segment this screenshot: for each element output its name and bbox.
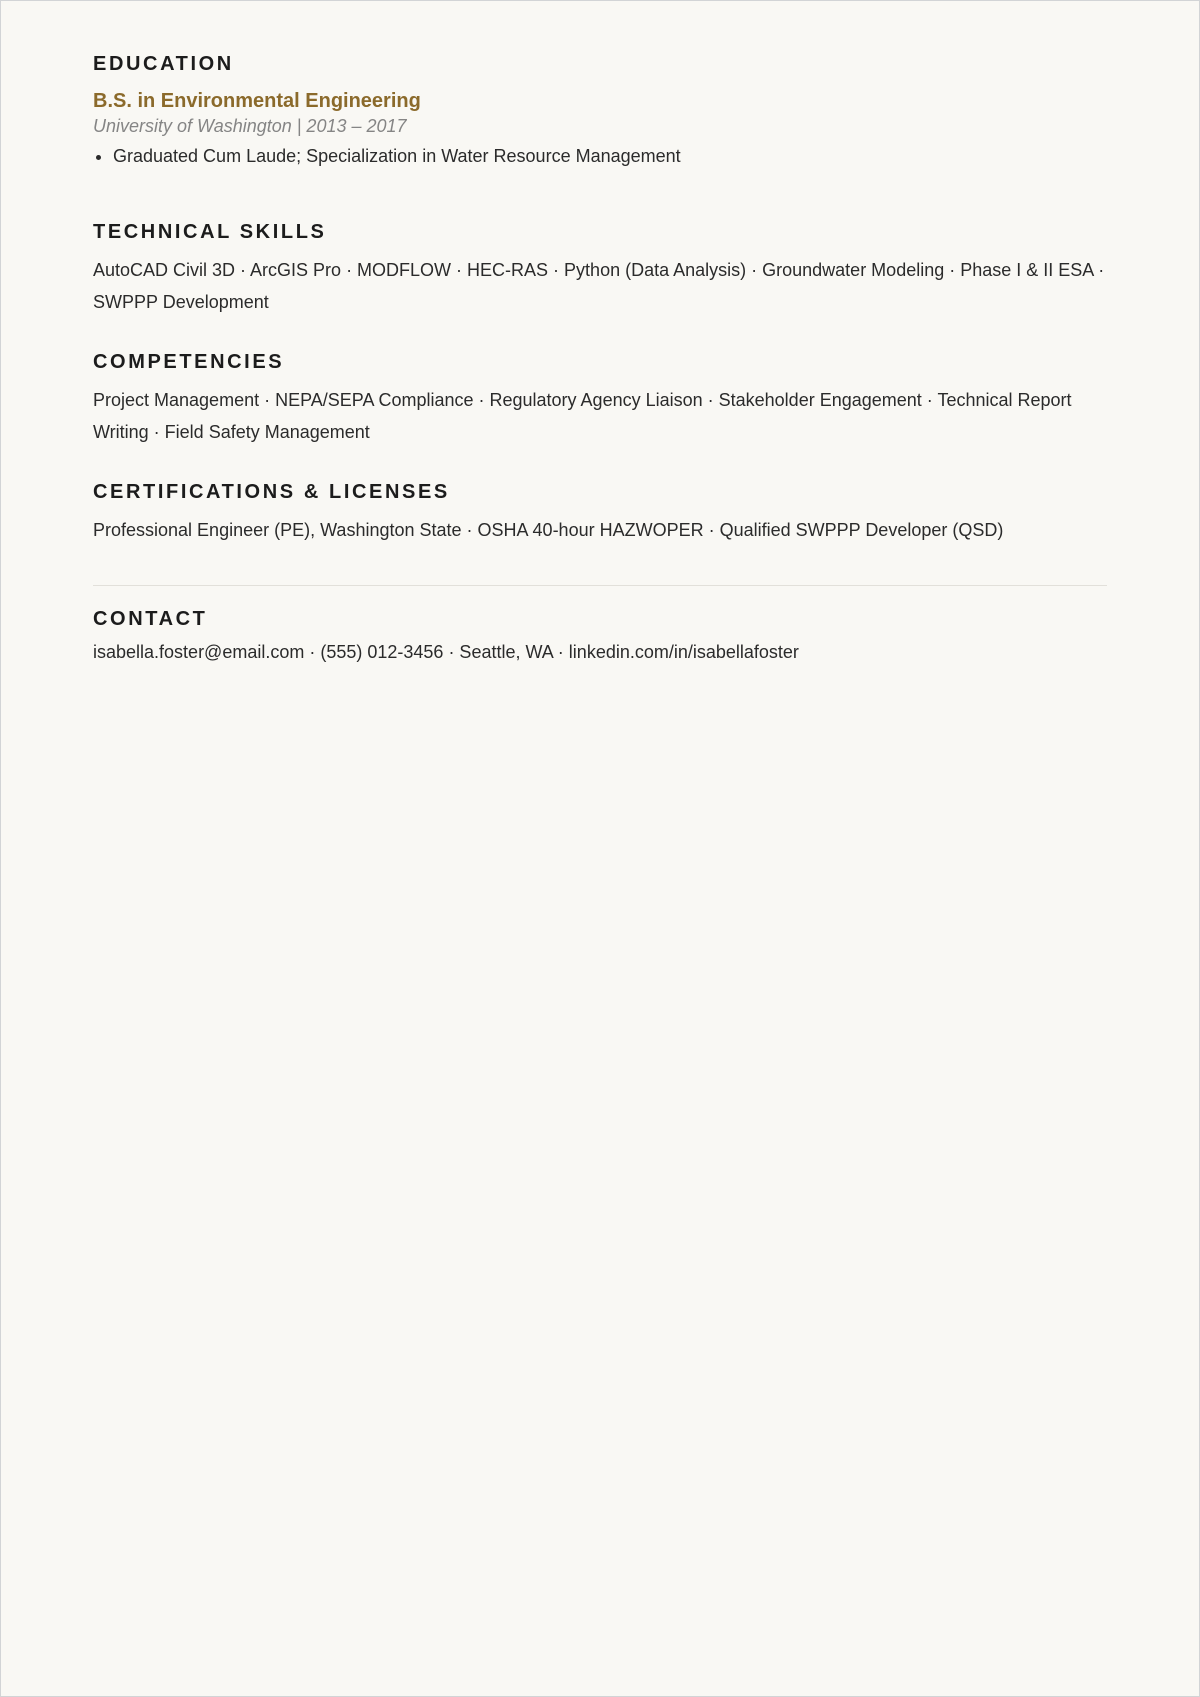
technical-skills-text: AutoCAD Civil 3D · ArcGIS Pro · MODFLOW · HEC-RAS · Python (Data Analysis) · Groundwater Modeling · Phase I & II ESA · SWPPP Development <box>93 260 1105 312</box>
technical-skills-section <box>93 220 1107 318</box>
competencies-section <box>93 350 1107 448</box>
competencies-heading: COMPETENCIES <box>93 351 285 373</box>
contact-line: isabella.foster@email.com · (555) 012-3456 · Seattle, WA · linkedin.com/in/isabellafoster <box>93 642 799 662</box>
degree-meta: University of Washington | 2013 – 2017 <box>93 116 407 136</box>
degree-title: B.S. in Environmental Engineering <box>93 90 421 112</box>
competencies-text: Project Management · NEPA/SEPA Compliance · Regulatory Agency Liaison · Stakeholder Engagement · Technical Report Writing · Field Safety Management <box>93 390 1072 442</box>
education-heading: EDUCATION <box>93 53 234 75</box>
education-section <box>93 52 1107 169</box>
certifications-section <box>93 480 1107 546</box>
technical-skills-heading: TECHNICAL SKILLS <box>93 221 327 243</box>
certifications-text: Professional Engineer (PE), Washington State · OSHA 40-hour HAZWOPER · Qualified SWPPP Developer (QSD) <box>93 520 1004 540</box>
education-bullet: • Graduated Cum Laude; Specialization in Water Resource Management <box>113 143 1107 169</box>
education-bullets <box>93 143 1107 169</box>
certifications-heading: CERTIFICATIONS & LICENSES <box>93 481 450 503</box>
section-divider <box>93 585 1107 586</box>
contact-section <box>93 607 1107 664</box>
contact-heading: CONTACT <box>93 608 208 630</box>
